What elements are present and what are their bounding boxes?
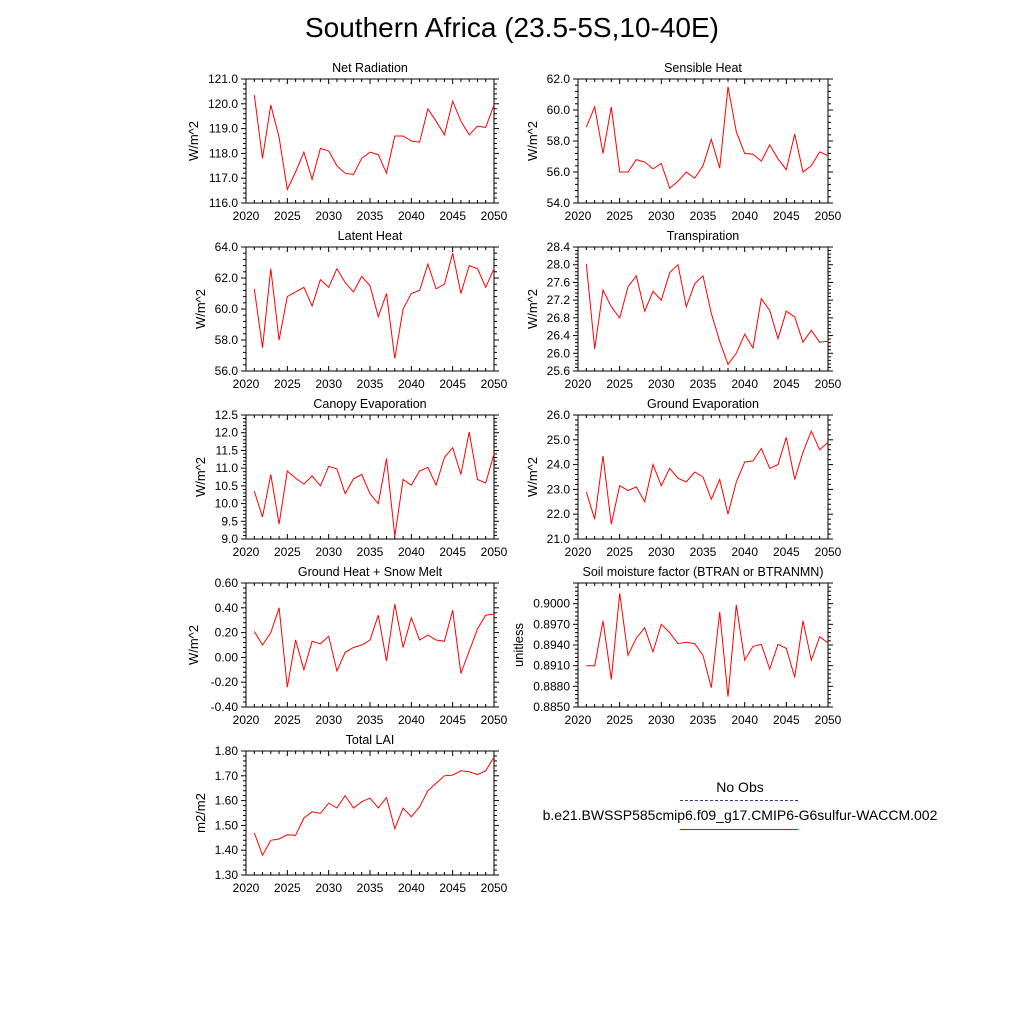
x-tick-label: 2030 <box>315 545 343 559</box>
data-line <box>586 87 828 189</box>
x-tick-label: 2040 <box>731 209 759 223</box>
y-tick-label: 62.0 <box>214 271 238 285</box>
y-axis-label: W/m^2 <box>186 624 201 666</box>
y-tick-label: 26.8 <box>546 310 570 325</box>
x-tick-label: 2035 <box>356 545 384 559</box>
x-tick-label: 2020 <box>564 545 592 559</box>
y-tick-label: 0.8940 <box>533 638 570 652</box>
data-line <box>254 757 494 855</box>
y-tick-label: 56.0 <box>546 165 570 179</box>
y-tick-label: 23.0 <box>546 482 570 497</box>
legend-model-label: b.e21.BWSSP585cmip6.f09_g17.CMIP6-G6sulfur-WACCM.002 <box>542 807 938 823</box>
x-tick-label: 2050 <box>480 713 508 727</box>
y-tick-label: -0.40 <box>210 700 238 714</box>
chart-panel <box>511 565 841 727</box>
panel-title: Sensible Heat <box>664 61 742 75</box>
x-tick-label: 2050 <box>480 209 508 223</box>
y-tick-label: 10.5 <box>214 478 238 493</box>
panel-title: Latent Heat <box>337 229 403 243</box>
y-tick-label: 58.0 <box>214 333 238 347</box>
x-tick-label: 2030 <box>647 545 675 559</box>
x-tick-label: 2040 <box>397 545 425 559</box>
x-tick-label: 2025 <box>606 545 634 559</box>
y-tick-label: 12.5 <box>214 408 238 422</box>
x-tick-label: 2020 <box>564 209 592 223</box>
x-tick-label: 2035 <box>689 377 717 391</box>
x-tick-label: 2030 <box>315 377 343 391</box>
x-tick-label: 2040 <box>731 377 759 391</box>
x-tick-label: 2035 <box>689 545 717 559</box>
y-tick-label: 121.0 <box>207 72 238 86</box>
x-tick-label: 2040 <box>397 713 425 727</box>
x-tick-label: 2040 <box>731 545 759 559</box>
y-tick-label: 10.0 <box>214 496 238 511</box>
x-tick-label: 2020 <box>564 377 592 391</box>
panel-title: Net Radiation <box>332 61 408 75</box>
x-tick-label: 2020 <box>232 209 260 223</box>
y-tick-label: 56.0 <box>214 364 238 378</box>
y-tick-label: 120.0 <box>207 96 238 111</box>
x-tick-label: 2035 <box>356 209 384 223</box>
chart-panel <box>525 397 842 559</box>
x-tick-label: 2040 <box>731 713 759 727</box>
data-line <box>586 431 828 524</box>
y-axis-label: W/m^2 <box>524 456 540 498</box>
x-tick-label: 2035 <box>689 209 717 223</box>
y-tick-label: 54.0 <box>546 196 570 210</box>
chart-panel <box>186 565 508 727</box>
x-tick-label: 2025 <box>606 713 634 727</box>
plot-frame <box>246 79 494 203</box>
plot-frame <box>246 415 494 539</box>
x-tick-label: 2045 <box>772 713 800 727</box>
x-tick-label: 2030 <box>647 713 675 727</box>
y-tick-label: 60.0 <box>546 103 570 117</box>
x-tick-label: 2045 <box>772 209 800 223</box>
x-tick-label: 2050 <box>480 377 508 391</box>
x-tick-label: 2045 <box>439 377 467 391</box>
y-axis-label: W/m^2 <box>192 456 208 498</box>
x-tick-label: 2050 <box>814 209 842 223</box>
y-tick-label: 58.0 <box>546 134 570 148</box>
y-tick-label: 0.00 <box>214 650 238 665</box>
x-tick-label: 2035 <box>689 713 717 727</box>
y-tick-label: 27.6 <box>546 275 570 290</box>
chart-panel <box>193 397 508 559</box>
x-tick-label: 2025 <box>273 881 301 895</box>
x-tick-label: 2045 <box>439 209 467 223</box>
y-tick-label: 60.0 <box>214 302 238 316</box>
y-tick-label: 12.0 <box>214 425 238 440</box>
x-tick-label: 2025 <box>606 209 634 223</box>
plot-frame <box>246 247 494 371</box>
y-tick-label: 26.4 <box>546 328 570 343</box>
panel-title: Ground Heat + Snow Melt <box>297 565 443 579</box>
data-line <box>254 95 494 189</box>
x-tick-label: 2025 <box>273 545 301 559</box>
chart-panel <box>525 61 842 223</box>
y-tick-label: 117.0 <box>208 171 238 186</box>
data-line <box>254 432 494 536</box>
y-tick-label: 24.0 <box>546 457 570 472</box>
legend-obs-line <box>680 800 798 801</box>
y-axis-label: W/m^2 <box>192 288 208 330</box>
plot-frame <box>246 751 494 875</box>
x-tick-label: 2030 <box>315 209 343 223</box>
y-tick-label: 64.0 <box>214 240 238 254</box>
x-tick-label: 2040 <box>397 209 425 223</box>
x-tick-label: 2045 <box>439 713 467 727</box>
x-tick-label: 2050 <box>814 545 842 559</box>
plot-frame <box>578 583 828 707</box>
y-tick-label: 116.0 <box>208 196 238 210</box>
y-tick-label: 9.5 <box>221 514 238 529</box>
y-tick-label: 11.5 <box>215 443 238 458</box>
y-tick-label: 1.80 <box>214 744 238 758</box>
y-tick-label: 0.40 <box>214 600 238 615</box>
plot-frame <box>578 247 828 371</box>
y-tick-label: 21.0 <box>546 532 570 546</box>
y-tick-label: 26.0 <box>546 346 570 361</box>
y-tick-label: 28.0 <box>546 257 570 272</box>
y-tick-label: 0.60 <box>214 576 238 590</box>
y-tick-label: 25.0 <box>546 432 570 447</box>
x-tick-label: 2030 <box>315 713 343 727</box>
y-tick-label: 9.0 <box>221 532 238 546</box>
chart-panel <box>193 229 508 391</box>
y-axis-label: W/m^2 <box>524 288 540 330</box>
x-tick-label: 2030 <box>315 881 343 895</box>
y-tick-label: 1.60 <box>214 793 238 808</box>
y-axis-label: m2/m2 <box>192 793 208 833</box>
data-line <box>586 264 828 365</box>
x-tick-label: 2050 <box>814 377 842 391</box>
panel-title: Soil moisture factor (BTRAN or BTRANMN) <box>582 565 824 579</box>
data-line <box>586 593 828 696</box>
panel-title: Canopy Evaporation <box>313 397 427 411</box>
y-tick-label: 27.2 <box>546 293 570 308</box>
x-tick-label: 2050 <box>814 713 842 727</box>
x-tick-label: 2035 <box>356 713 384 727</box>
x-tick-label: 2040 <box>397 881 425 895</box>
y-tick-label: 118.0 <box>208 146 238 161</box>
y-tick-label: 0.8850 <box>533 700 570 714</box>
y-tick-label: 0.8910 <box>533 658 570 673</box>
x-tick-label: 2020 <box>232 713 260 727</box>
y-axis-label: W/m^2 <box>186 120 201 162</box>
y-tick-label: 1.70 <box>214 768 238 783</box>
data-line <box>254 604 494 687</box>
x-tick-label: 2050 <box>480 881 508 895</box>
y-tick-label: 25.6 <box>546 364 570 378</box>
y-axis-label: unitless <box>511 622 527 668</box>
data-line <box>254 253 494 358</box>
x-tick-label: 2020 <box>564 713 592 727</box>
x-tick-label: 2035 <box>356 377 384 391</box>
x-tick-label: 2045 <box>772 377 800 391</box>
y-tick-label: 22.0 <box>546 507 570 522</box>
figure-title: Southern Africa (23.5-5S,10-40E) <box>304 12 719 43</box>
y-tick-label: 26.0 <box>546 408 570 422</box>
x-tick-label: 2040 <box>397 377 425 391</box>
y-tick-label: 0.9000 <box>533 596 570 611</box>
x-tick-label: 2020 <box>232 881 260 895</box>
y-axis-label: W/m^2 <box>524 120 540 162</box>
y-tick-label: 0.8880 <box>533 679 570 694</box>
x-tick-label: 2045 <box>439 545 467 559</box>
panel-title: Total LAI <box>345 733 395 747</box>
x-tick-label: 2020 <box>232 377 260 391</box>
x-tick-label: 2025 <box>273 377 301 391</box>
y-tick-label: 28.4 <box>546 240 570 254</box>
y-tick-label: 62.0 <box>546 72 570 86</box>
legend-model-line <box>680 829 798 830</box>
y-tick-label: 1.50 <box>214 818 238 833</box>
chart-panel <box>186 61 508 223</box>
panel-title: Ground Evaporation <box>647 397 759 411</box>
chart-panel <box>525 229 842 391</box>
x-tick-label: 2045 <box>772 545 800 559</box>
x-tick-label: 2045 <box>439 881 467 895</box>
panel-title: Transpiration <box>666 229 740 243</box>
x-tick-label: 2025 <box>606 377 634 391</box>
x-tick-label: 2025 <box>273 209 301 223</box>
x-tick-label: 2025 <box>273 713 301 727</box>
y-tick-label: 0.8970 <box>533 617 570 632</box>
x-tick-label: 2035 <box>356 881 384 895</box>
legend-obs-label: No Obs <box>716 779 764 795</box>
y-tick-label: 11.0 <box>215 461 238 476</box>
y-tick-label: 1.40 <box>214 843 238 858</box>
x-tick-label: 2030 <box>647 377 675 391</box>
y-tick-label: -0.20 <box>210 675 238 690</box>
x-tick-label: 2030 <box>647 209 675 223</box>
y-tick-label: 0.20 <box>214 625 238 640</box>
chart-panel <box>193 733 508 895</box>
y-tick-label: 119.0 <box>208 121 238 136</box>
x-tick-label: 2050 <box>480 545 508 559</box>
y-tick-label: 1.30 <box>214 868 238 882</box>
x-tick-label: 2020 <box>232 545 260 559</box>
